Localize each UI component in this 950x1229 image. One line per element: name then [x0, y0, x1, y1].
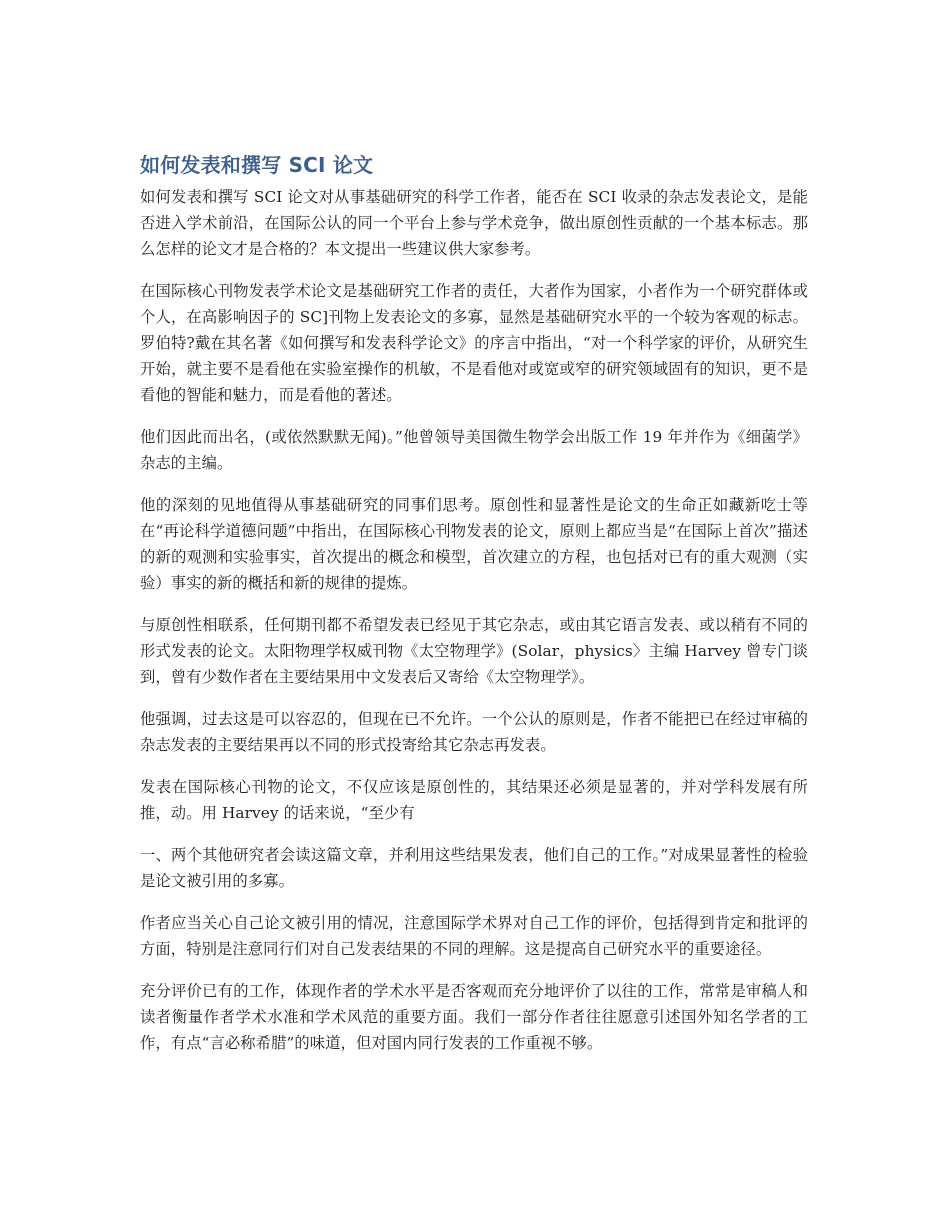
- paragraph-8: 一、两个其他研究者会读这篇文章，并利用这些结果发表，他们自己的工作。”对成果显著性的检验是论文被引用的多寡。: [140, 846, 808, 890]
- paragraph-3: 他们因此而出名，(或依然默默无闻)。”他曾领导美国微生物学会出版工作 19 年并作为《细菌学》杂志的主编。: [140, 428, 808, 472]
- document-page: [140, 150, 808, 1072]
- paragraph-7: 发表在国际核心刊物的论文，不仅应该是原创性的，其结果还必须是显著的，并对学科发展有所推，动。用 Harvey 的话来说，“至少有: [140, 778, 808, 822]
- paragraph-9: 作者应当关心自己论文被引用的情况，注意国际学术界对自己工作的评价，包括得到肯定和批评的方面，特别是注意同行们对自己发表结果的不同的理解。这是提高自己研究水平的重要途径。: [140, 914, 808, 958]
- paragraph-2: 在国际核心刊物发表学术论文是基础研究工作者的责任，大者作为国家，小者作为一个研究群体或个人，在高影响因子的 SC]刊物上发表论文的多寡，显然是基础研究水平的一个较为客观的标志。罗伯特?戴在其名著《如何撰写和发表科学论文》的序言中指出，“对一个科学家的评价，从研究生开始，就主要不是看他在实验室操作的机敏，不是看他对或宽或窄的研究领域固有的知识，更不是看他的智能和魅力，而是看他的著述。: [140, 282, 808, 404]
- document-title: 如何发表和撰写 SCI 论文: [140, 153, 374, 177]
- paragraph-10: 充分评价已有的工作，体现作者的学术水平是否客观而充分地评价了以往的工作，常常是审稿人和读者衡量作者学术水准和学术风范的重要方面。我们一部分作者往往愿意引述国外知名学者的工作，有点“言必称希腊”的味道，但对国内同行发表的工作重视不够。: [140, 982, 808, 1052]
- paragraph-1: 如何发表和撰写 SCI 论文对从事基础研究的科学工作者，能否在 SCI 收录的杂志发表论文，是能否进入学术前沿，在国际公认的同一个平台上参与学术竞争，做出原创性贡献的一个基本标志。那么怎样的论文才是合格的？本文提出一些建议供大家参考。: [140, 188, 808, 258]
- paragraph-5: 与原创性相联系，任何期刊都不希望发表已经见于其它杂志，或由其它语言发表、或以稍有不同的形式发表的论文。太阳物理学权威刊物《太空物理学》(Solar，physics〉主编 Harvey 曾专门谈到，曾有少数作者在主要结果用中文发表后又寄给《太空物理学》。: [140, 616, 808, 686]
- paragraph-4: 他的深刻的见地值得从事基础研究的同事们思考。原创性和显著性是论文的生命正如藏新吃士等在“再论科学道德问题”中指出，在国际核心刊物发表的论文，原则上都应当是“在国际上首次”描述的新的观测和实验事实，首次提出的概念和模型，首次建立的方程，也包括对已有的重大观测（实验）事实的新的概括和新的规律的提炼。: [140, 496, 808, 592]
- paragraph-6: 他强调，过去这是可以容忍的，但现在已不允许。一个公认的原则是，作者不能把已在经过审稿的杂志发表的主要结果再以不同的形式投寄给其它杂志再发表。: [140, 710, 808, 754]
